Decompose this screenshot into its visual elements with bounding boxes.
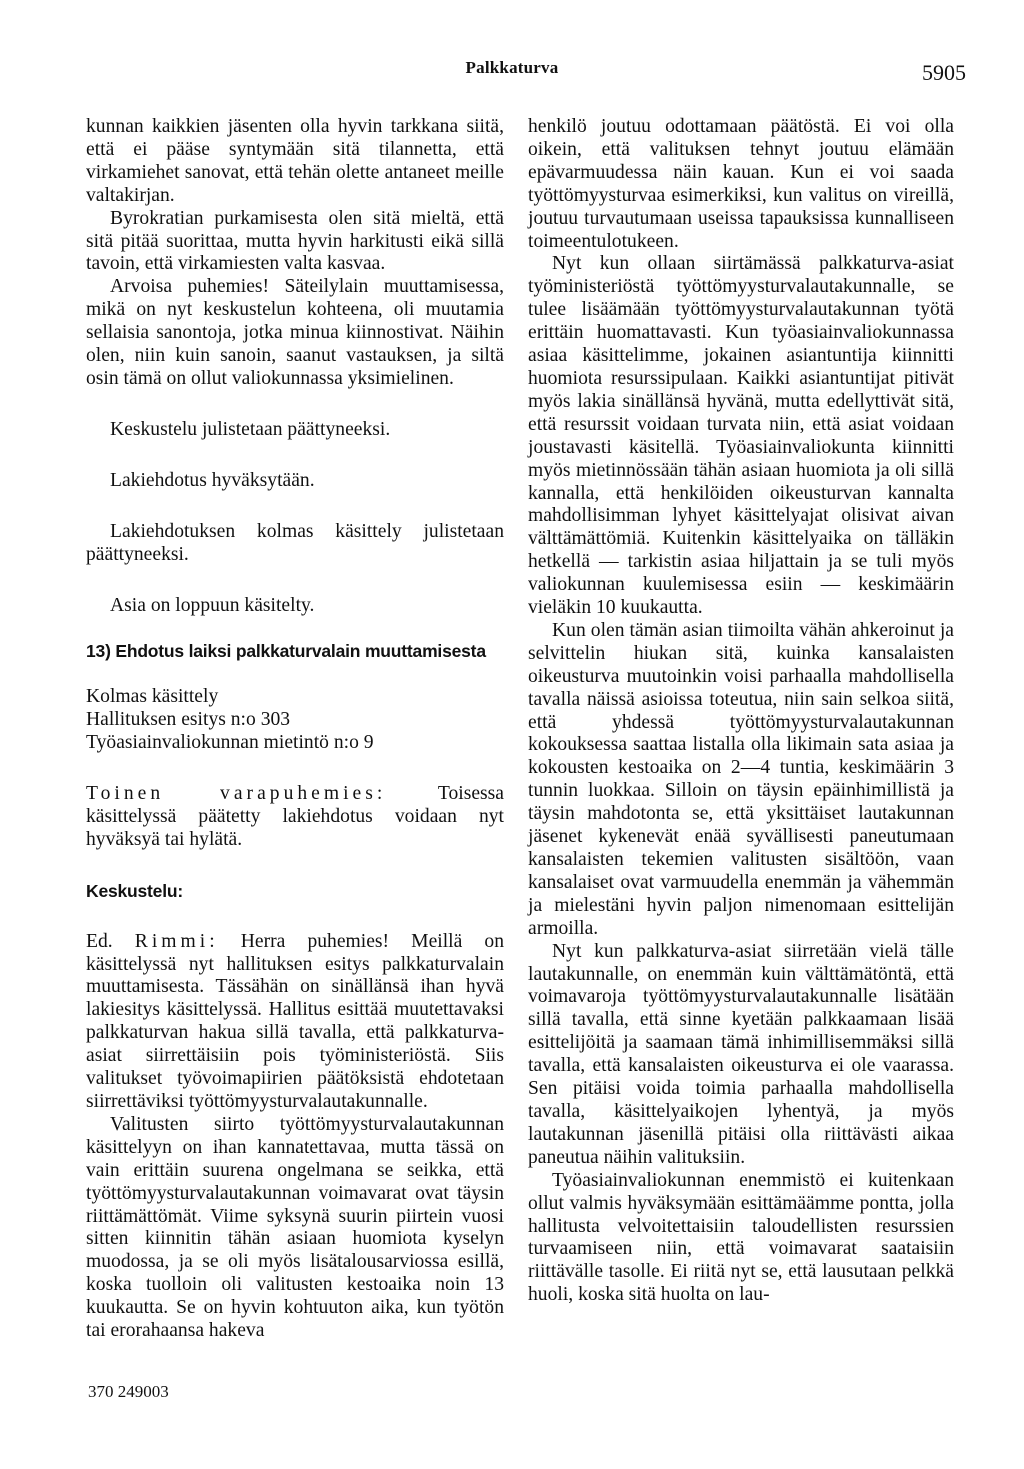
paragraph: Nyt kun ollaan siirtämässä palkkaturva-asiat työministeriöstä työttömyysturvalautakunnalle, se tulee lisäämään työttömyysturvalautakunnan työtä erittäin huomattavasti. Kun työasiainvaliokunnassa asiaa käsittelimme, jokainen asiantuntija kiinnitti huomiota resurssipulaan. Kaikki asiantuntijat pitivät myös lakia sinällänsä hyvänä, mutta edellyttivät sitä, että resurssit voidaan turvata niin, että asiat voidaan joustavasti käsitellä. Työasiainvaliokunta kiinnitti myös mietinnössään tähän asiaan huomiota ja oli sillä kannalla, että henkilöiden oikeusturvan kannalta mahdollisimman lyhyet käsittelyajat olisivat aivan välttämättömiä. Kuitenkin käsittelyaika on tälläkin hetkellä — tarkistin asiaa hiljattain ja se tuli myös valiokunnan kuulemisessa esiin — keskimäärin vieläkin 10 kuukautta. — [528, 253, 954, 619]
page-number: 5905 — [922, 60, 966, 85]
procedural-statement: Keskustelu julistetaan päättyneeksi. — [110, 418, 391, 440]
speaker-text: Herra puhemies! Meillä on käsittelyssä nyt hallituksen esitys palkkaturvalain muuttamisesta. Tässähän on sinällänsä ihan hyvä lakiesitys käsittelyssä. Hallitus esittää muutettavaksi palkkaturvan hakua sillä tavalla, että palkkaturva-asiat siirrettäisiin pois työministeriöstä. Siis valitukset työvoimapiirien päätöksistä ehdotetaan siirrettäviksi työttömyysturvalautakunnalle. — [86, 930, 505, 1112]
paragraph: henkilö joutuu odottamaan päätöstä. Ei voi olla oikein, että valituksen tehnyt joutuu elämään epävarmuudessa näin kauan. Kun ei voi saada työttömyysturvaa esimerkiksi, kun valitus on vireillä, joutuu turvautumaan useissa tapauksissa kunnalliseen toimeentulotukeen. — [528, 116, 954, 252]
speaker-prefix: Ed. — [86, 930, 135, 952]
paragraph: Arvoisa puhemies! Säteilylain muuttamisessa, mikä on nyt keskustelun kohteena, oli muutamia sellaisia sanontoja, jotka minua kiinnostivat. Näihin olen, niin kuin sanoin, saanut vastauksen, ja siltä osin tämä on ollut valiokunnassa yksimielinen. — [86, 276, 504, 389]
paragraph: Valitusten siirto työttömyysturvalautakunnan käsittelyyn on ihan kannatettavaa, mutta tässä on vain erittäin suurena ongelmana se seikka, että työttömyysturvalautakunnan voimavarat ovat täysin riittämättömät. Viime syksynä suurin piirtein vuosi sitten kiinnitin tähän asiaan huomiota kyselyn muodossa, ja se oli myös lisätalousarviossa esillä, koska tuolloin oli valitusten kestoaika noin 13 kuukautta. Se on hyvin kohtuuton aika, kun työtön tai erorahaansa hakeva — [86, 1113, 504, 1342]
section-heading: 13) Ehdotus laiksi palkkaturvalain muuttamisesta — [86, 641, 486, 662]
procedural-statement: Lakiehdotuksen kolmas käsittely julistetaan päättyneeksi. — [86, 520, 504, 565]
speaker-name: Rimmi: — [134, 930, 219, 952]
paragraph: Työasiainvaliokunnan enemmistö ei kuitenkaan ollut valmis hyväksymään esittämäämme pontta, jolla hallitusta velvoitettaisiin taloudellisten resurssien turvaamiseen niin, että voimavarat saataisiin riittävälle tasolle. Ei riitä nyt se, että lausutaan pelkkä huoli, koska sitä huolta on lau- — [528, 1169, 954, 1306]
paragraph: Byrokratian purkamisesta olen sitä mieltä, että sitä pitää suorittaa, mutta hyvin harkitusti eikä sillä tavoin, että virkamiesten valta kasvaa. — [86, 207, 504, 275]
running-header-title: Palkkaturva — [465, 58, 559, 77]
speaker-paragraph — [86, 931, 504, 1114]
footer-print-code: 370 249003 — [88, 1382, 169, 1401]
meta-line: Kolmas käsittely — [86, 686, 219, 708]
right-column — [528, 116, 954, 1307]
left-column — [86, 116, 504, 1343]
paragraph: Nyt kun palkkaturva-asiat siirretään vielä tälle lautakunnalle, on enemmän kuin välttämätöntä, että voimavaroja työttömyysturvalautakunnalle lisätään sillä tavalla, että sinne kyetään palkkaamaan lisää esittelijöitä ja saamaan tämä inhimillisemmäksi sillä tavalla, että kansalaisten oikeusturva ei ole vaarassa. Sen pitäisi voida toimia parhaalla mahdollisella tavalla, käsittelyaikojen lyhentyä, ja myös lautakunnan jäsenillä pitäisi olla riittävästi aikaa paneutua näihin valituksiin. — [528, 940, 954, 1168]
meta-line: Työasiainvaliokunnan mietintö n:o 9 — [86, 732, 374, 754]
speaker-name: Toinen varapuhemies: — [86, 783, 387, 805]
paragraph: kunnan kaikkien jäsenten olla hyvin tarkkana siitä, että ei pääse syntymään sitä tilannetta, että virkamiehet sanovat, että tehän olette antaneet meille valtakirjan. — [86, 116, 504, 206]
procedural-statement: Lakiehdotus hyväksytään. — [110, 469, 315, 491]
speaker-text: Toisessa käsittelyssä päätetty lakiehdotus voidaan nyt hyväksyä tai hylätä. — [86, 783, 504, 850]
meta-line: Hallituksen esitys n:o 303 — [86, 709, 291, 731]
procedural-statement: Asia on loppuun käsitelty. — [110, 594, 315, 616]
discussion-label: Keskustelu: — [86, 880, 183, 901]
speaker-paragraph — [86, 783, 504, 852]
paragraph: Kun olen tämän asian tiimoilta vähän ahkeroinut ja selvittelin hiukan sitä, kuinka kansalaisten oikeusturva muutoinkin voisi parhaalla mahdollisella tavalla näissä asioissa toteutua, niin sain selkoa siitä, että yhdessä työttömyysturvalautakunnan kokouksessa saattaa listalla olla likimain sata asiaa ja kokousten kestoaika on 2—4 tuntia, keskimäärin 3 tunnin luokkaa. Silloin on täysin epäinhimillistä ja täysin mahdotonta se, että yksittäiset lautakunnan jäsenet kykenevät enää syvällisesti paneutumaan kansalaisten tekemien valitusten sisältöön, vaan kansalaiset ovat varmuudella enemmän ja vähemmän ja mielestäni hyvin paljon nimenomaan esittelijän armoilla. — [528, 619, 954, 939]
